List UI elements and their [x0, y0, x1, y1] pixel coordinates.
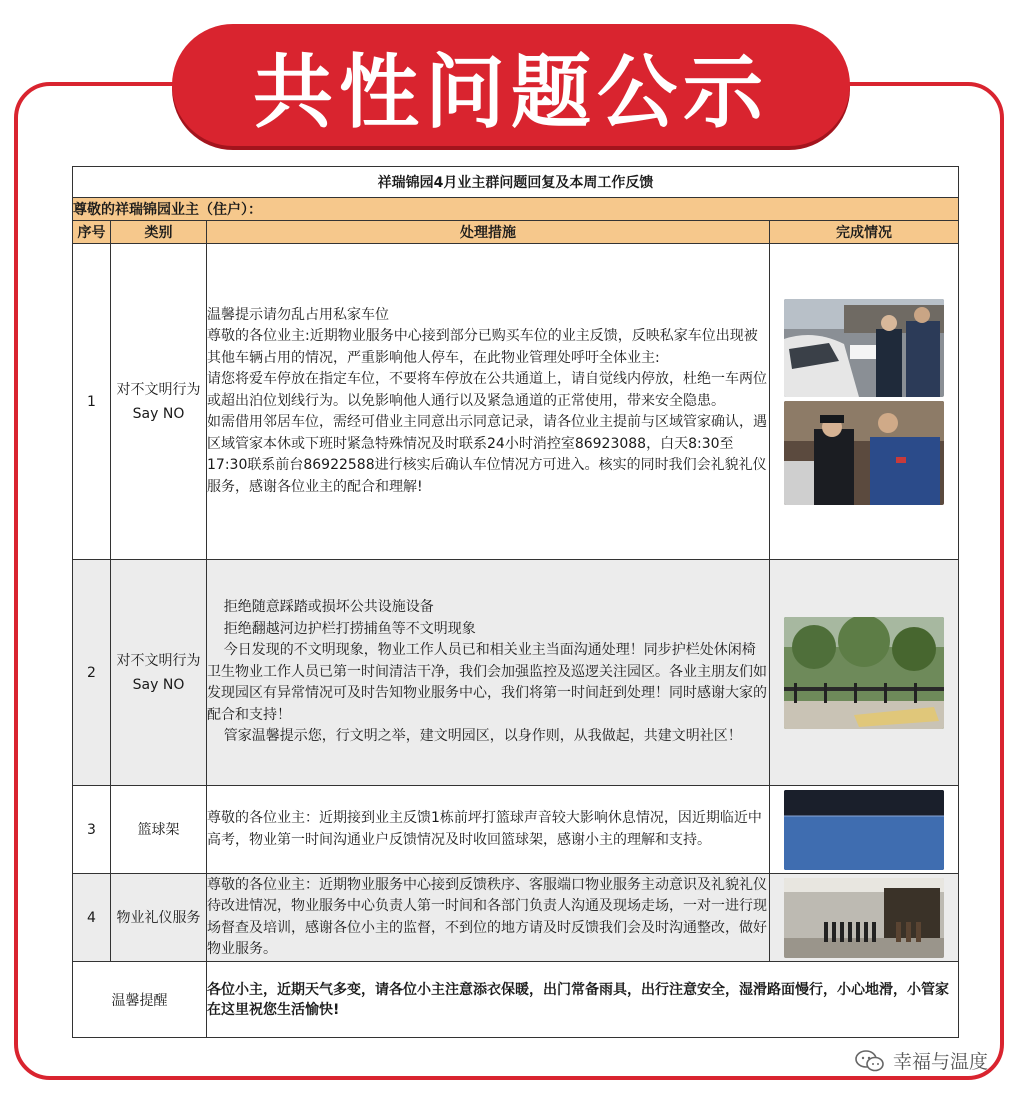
row-number: 4	[73, 874, 111, 962]
tip-label: 温馨提醒	[73, 962, 207, 1038]
table-row	[73, 874, 959, 962]
header-no: 序号	[73, 221, 111, 244]
row-number: 1	[73, 244, 111, 560]
row-category: 对不文明行为 Say NO	[111, 244, 207, 560]
row-measure	[207, 560, 770, 786]
measure-paragraph: 尊敬的各位业主：近期物业服务中心接到反馈秩序、客服端口物业服务主动意识及礼貌礼仪待改进情况，物业服务中心负责人第一时间和各部门负责人沟通及现场走场，一对一进行现场督查及培训，感谢各位小主的监督，不到位的地方请及时反馈我们会及时沟通整改，做好物业服务。	[207, 876, 767, 957]
header-category: 类别	[111, 221, 207, 244]
row-photos	[770, 786, 959, 874]
tip-text: 各位小主，近期天气多变，请各位小主注意添衣保暖，出门常备雨具，出行注意安全，湿滑路面慢行，小心地滑，小管家在这里祝您生活愉快!	[207, 962, 959, 1038]
row-photos	[770, 244, 959, 560]
measure-paragraph: 拒绝随意踩踏或损坏公共设施设备	[223, 599, 434, 616]
measure-paragraph: 如需借用邻居车位，需经可借业主同意出示同意记录，请各位业主提前与区域管家确认，遇区域管家本休或下班时紧急特殊情况及时联系24小时消控室86923088，白天8:30至17:30联系前台86922588进行核实后确认车位情况方可进入。核实的同时我们会礼貌礼仪服务，感谢各位业主的配合和理解!	[207, 414, 767, 495]
watermark-text: 幸福与温度	[892, 1051, 988, 1073]
greeting: 尊敬的祥瑞锦园业主（住户）：	[73, 198, 959, 221]
wechat-icon	[855, 1049, 885, 1073]
measure-paragraph: 拒绝翻越河边护栏打捞捕鱼等不文明现象	[223, 620, 476, 637]
measure-paragraph: 请您将爱车停放在指定车位，不要将车停放在公共通道上，请自觉线内停放，杜绝一车两位或超出泊位划线行为。以免影响他人通行以及紧急通道的正常使用，带来安全隐患。	[207, 371, 767, 409]
notice-table	[72, 166, 959, 1038]
row-measure	[207, 786, 770, 874]
basketball-court-photo	[784, 790, 944, 870]
table-row	[73, 244, 959, 560]
row-category: 对不文明行为 Say NO	[111, 560, 207, 786]
banner-title: 共性问题公示	[253, 45, 769, 139]
table-row	[73, 962, 959, 1038]
row-photos	[770, 560, 959, 786]
staff-training-photo	[784, 878, 944, 958]
watermark	[855, 1047, 988, 1074]
garden-railing-photo	[784, 617, 944, 729]
header-measure: 处理措施	[207, 221, 770, 244]
measure-paragraph: 尊敬的各位业主:近期物业服务中心接到部分已购买车位的业主反馈，反映私家车位出现被其他车辆占用的情况，严重影响他人停车，在此物业管理处呼吁全体业主:	[207, 328, 758, 366]
measure-paragraph: 温馨提示请勿乱占用私家车位	[207, 306, 389, 323]
row-measure	[207, 244, 770, 560]
staff-photo	[784, 401, 944, 505]
header-status: 完成情况	[770, 221, 959, 244]
table-title: 祥瑞锦园4月业主群问题回复及本周工作反馈	[73, 167, 959, 198]
table-row	[73, 786, 959, 874]
title-banner	[172, 24, 850, 146]
measure-paragraph: 管家温馨提示您，行文明之举，建文明园区，以身作则，从我做起，共建文明社区！	[223, 728, 742, 745]
row-number: 3	[73, 786, 111, 874]
row-category: 物业礼仪服务	[111, 874, 207, 962]
measure-paragraph: 今日发现的不文明现象，物业工作人员已和相关业主当面沟通处理！同步护栏处休闲椅卫生物业工作人员已第一时间清洁干净，我们会加强监控及巡逻关注园区。各业主朋友们如发现园区有异常情况可及时告知物业服务中心，我们将第一时间赶到处理！同时感谢大家的配合和支持！	[207, 642, 767, 723]
table-row	[73, 560, 959, 786]
row-category: 篮球架	[111, 786, 207, 874]
row-number: 2	[73, 560, 111, 786]
parking-photo	[784, 299, 944, 397]
row-photos	[770, 874, 959, 962]
measure-paragraph: 尊敬的各位业主：近期接到业主反馈1栋前坪打篮球声音较大影响休息情况，因近期临近中高考，物业第一时间沟通业户反馈情况及时收回篮球架，感谢小主的理解和支持。	[207, 810, 762, 848]
row-measure	[207, 874, 770, 962]
